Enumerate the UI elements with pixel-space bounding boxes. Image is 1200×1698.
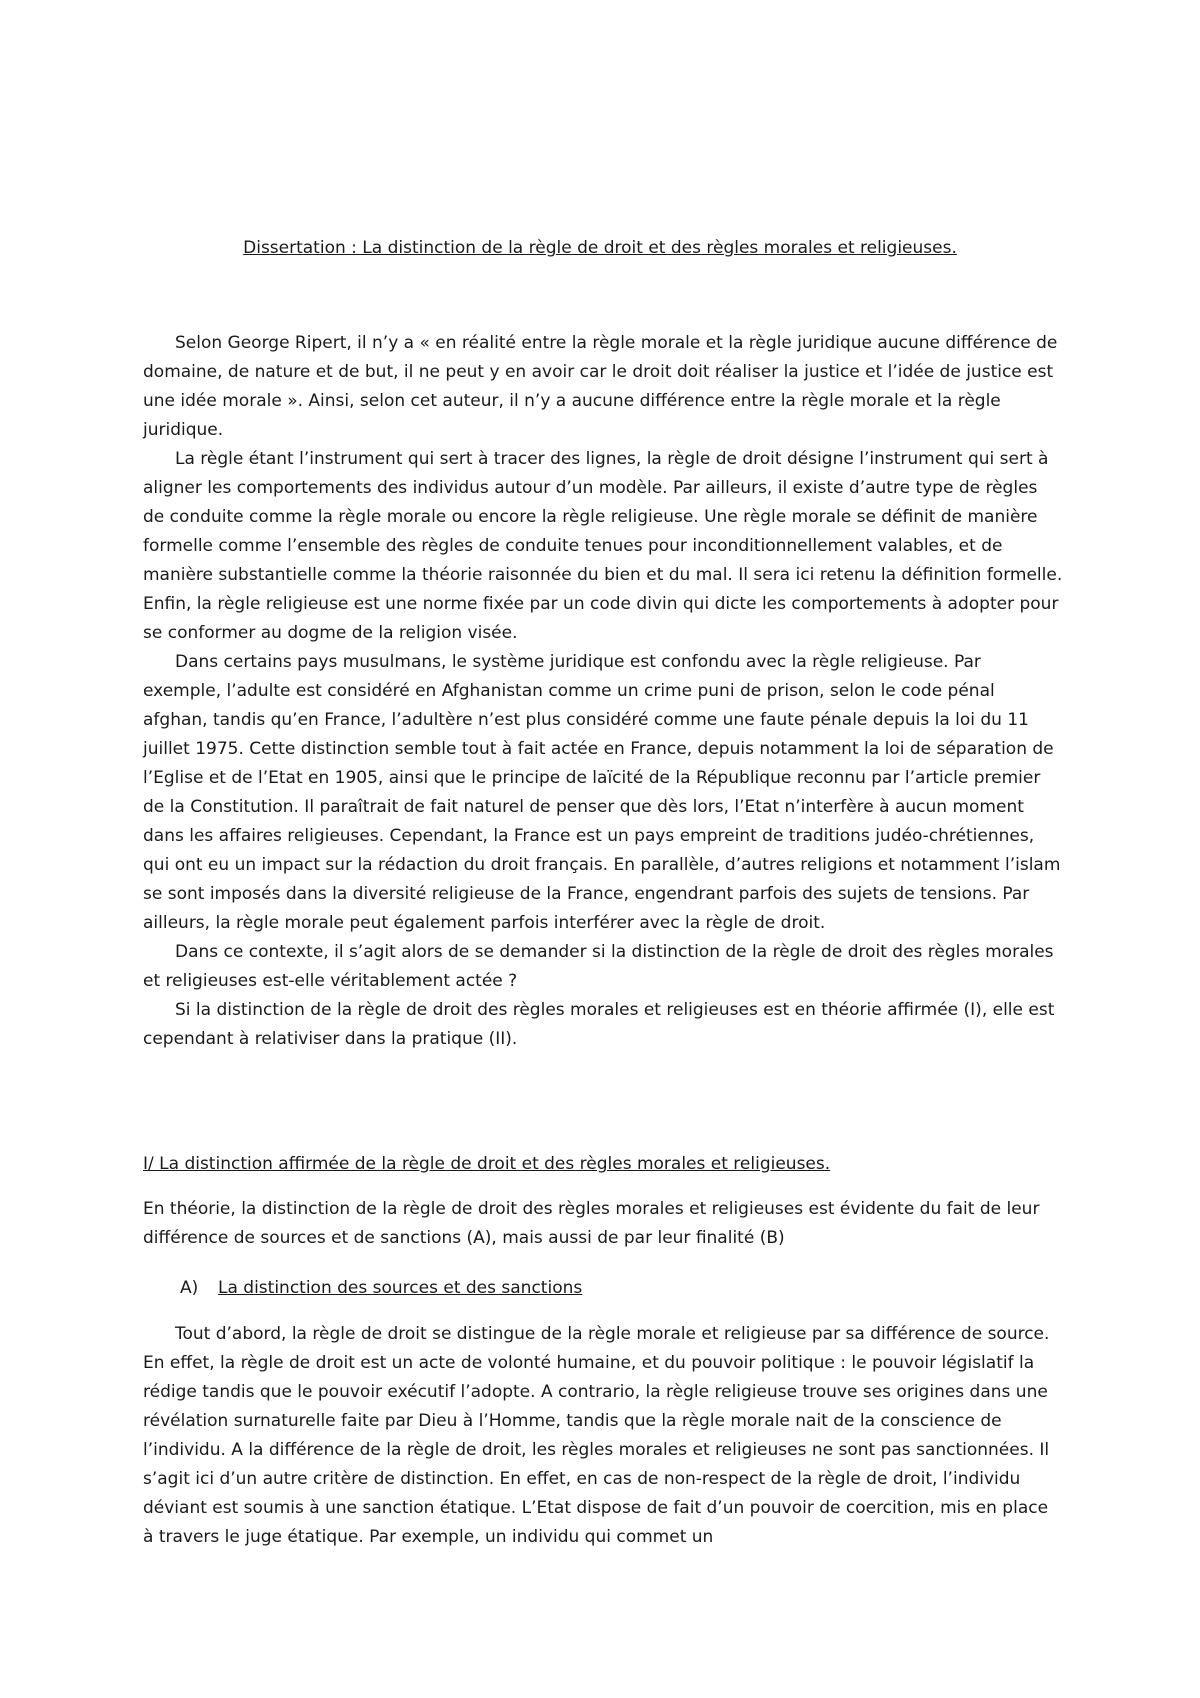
intro-paragraph: La règle étant l’instrument qui sert à tracer des lignes, la règle de droit désigne l’instrument qui sert à aligner les comportements des individus autour d’un modèle. Par ailleurs, il existe d’autre type de règles de conduite comme la règle morale ou encore la règle religieuse. Une règle morale se définit de manière formelle comme l’ensemble des règles de conduite tenues pour inconditionnellement valables, et de manière substantielle comme la théorie raisonnée du bien et du mal. Il sera ici retenu la définition formelle. Enfin, la règle religieuse est une norme fixée par un code divin qui dicte les comportements à adopter pour se conformer au dogme de la religion visée. (143, 449, 1063, 643)
intro-paragraph: Dans ce contexte, il s’agit alors de se demander si la distinction de la règle de droit des règles morales et religieuses est-elle véritablement actée ? (143, 942, 1054, 991)
intro-paragraph: Selon George Ripert, il n’y a « en réalité entre la règle morale et la règle juridique aucune différence de domaine, de nature et de but, il ne peut y en avoir car le droit doit réaliser la justice et l’idée de justice est une idée morale ». Ainsi, selon cet auteur, il n’y a aucune différence entre la règle morale et la règle juridique. (143, 333, 1058, 440)
section-a-label: La distinction des sources et des sanctions (218, 1278, 583, 1298)
intro-paragraph: Dans certains pays musulmans, le système juridique est confondu avec la règle religieuse. Par exemple, l’adulte est considéré en Afghanistan comme un crime puni de prison, selon le code pénal afghan, tandis qu’en France, l’adultère n’est plus considéré comme une faute pénale depuis la loi du 11 juillet 1975. Cette distinction semble tout à fait actée en France, depuis notamment la loi de séparation de l’Eglise et de l’Etat en 1905, ainsi que le principe de laïcité de la République reconnu par l’article premier de la Constitution. Il paraîtrait de fait naturel de penser que dès lors, l’Etat n’interfère à aucun moment dans les affaires religieuses. Cependant, la France est un pays empreint de traditions judéo-chrétiennes, qui ont eu un impact sur la rédaction du droit français. En parallèle, d’autres religions et notamment l’islam se sont imposés dans la diversité religieuse de la France, engendrant parfois des sujets de tensions. Par ailleurs, la règle morale peut également parfois interférer avec la règle de droit. (143, 652, 1061, 933)
part-one-heading: I/ La distinction affirmée de la règle de droit et des règles morales et religieuses. (143, 1154, 831, 1174)
section-a-heading (180, 1277, 582, 1299)
introduction (143, 329, 1063, 1054)
part-one-intro-paragraph: En théorie, la distinction de la règle de droit des règles morales et religieuses est évidente du fait de leur différence de sources et de sanctions (A), mais aussi de par leur finalité (B) (143, 1199, 1040, 1248)
part-one-intro (143, 1195, 1063, 1253)
section-a-body (143, 1320, 1063, 1552)
document-title: Dissertation : La distinction de la règle de droit et des règles morales et religieuses. (243, 238, 957, 258)
section-a-marker: A) (180, 1278, 199, 1298)
intro-paragraph: Si la distinction de la règle de droit des règles morales et religieuses est en théorie affirmée (I), elle est cependant à relativiser dans la pratique (II). (143, 1000, 1055, 1049)
section-a-paragraph: Tout d’abord, la règle de droit se distingue de la règle morale et religieuse par sa différence de source. En effet, la règle de droit est un acte de volonté humaine, et du pouvoir politique : le pouvoir législatif la rédige tandis que le pouvoir exécutif l’adopte. A contrario, la règle religieuse trouve ses origines dans une révélation surnaturelle faite par Dieu à l’Homme, tandis que la règle morale nait de la conscience de l’individu. A la différence de la règle de droit, les règles morales et religieuses ne sont pas sanctionnées. Il s’agit ici d’un autre critère de distinction. En effet, en cas de non-respect de la règle de droit, l’individu déviant est soumis à une sanction étatique. L’Etat dispose de fait d’un pouvoir de coercition, mis en place à travers le juge étatique. Par exemple, un individu qui commet un (143, 1324, 1050, 1547)
